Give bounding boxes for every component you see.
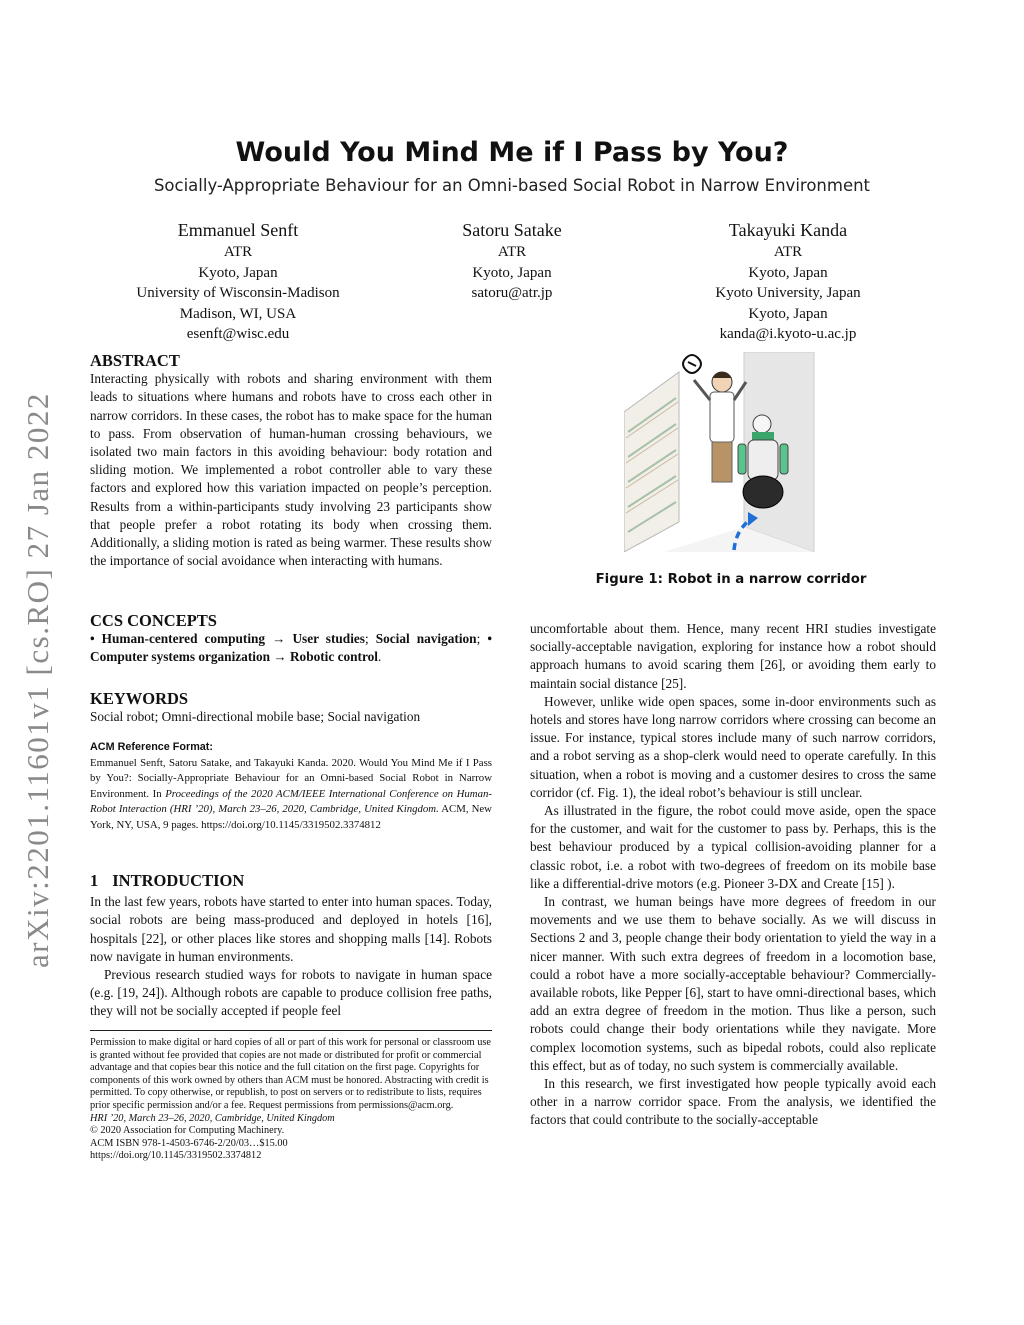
introduction-heading: [90, 872, 492, 890]
ccs-concepts-section: [90, 612, 492, 667]
author-email: esenft@wisc.edu: [186, 326, 290, 342]
author-block: [660, 218, 916, 345]
intro-paragraph: In the last few years, robots have started to enter into human spaces. Today, social robots are being mass-produced and deployed in hotels [16], hospitals [22], or other places like stores and shopping malls [14]. Robots now navigate in human environments.: [90, 894, 492, 964]
confusion-scribble-icon: [683, 355, 701, 373]
ccs-arrow: →: [265, 631, 293, 647]
ccs-separator: ;: [364, 631, 376, 647]
body-paragraph: In this research, we first investigated how people typically avoid each other in a narrow corridor space. From the analysis, we identified the factors that could contribute to the socially-acceptable: [530, 1076, 936, 1128]
author-location: Kyoto, Japan: [748, 305, 828, 322]
arxiv-stamp-text: arXiv:2201.11601v1 [cs.RO] 27 Jan 2022: [20, 392, 55, 968]
body-paragraph: In contrast, we human beings have more degrees of freedom in our movements and we use them to behave socially. As we will discuss in Sections 2 and 3, people change their body orientation to yield the way in a nicer manner. With such extra degrees of freedom in a locomotion base, could a robot have a more socially-acceptable behaviour? Commercially-available robots, like Pepper [6], start to have omni-directional bases, which add an extra degree of freedom in the motion. Thus like a person, such robots could change their body orientations while they navigate. More complex locomotion systems, such as bipedal robots, could also replicate this effect, but as of today, no such system is commercially available.: [530, 894, 936, 1073]
store-shelf: [624, 372, 679, 552]
author-email: satoru@atr.jp: [471, 285, 553, 301]
body-paragraph: uncomfortable about them. Hence, many recent HRI studies investigate socially-acceptable navigation, exploring for instance how a robot should approach humans to avoid scaring them [26], or avoiding them early to maintain social distance [25].: [530, 621, 936, 691]
abstract-text: Interacting physically with robots and sharing environment with them leads to situations where humans and robots have to cross each other in narrow corridors. In these cases, the robot has to make space for the human to pass. From observation of human-human crossing behaviours, we isolated two main factors in this avoiding behaviour: body rotation and sliding motion. We implemented a robot controller able to vary these factors and explored how this variation impacted on people’s perception. Results from a within-participants study involving 23 participants show that people prefer a robot rotating its body when crossing them. Additionally, a sliding motion is rated as being warmer. These results show the importance of social avoidance when interacting with humans.: [90, 371, 492, 569]
doi-line: https://doi.org/10.1145/3319502.3374812: [90, 1150, 262, 1162]
author-affiliation: ATR: [497, 244, 527, 260]
abstract-section: [90, 352, 492, 570]
author-name: Takayuki Kanda: [728, 220, 848, 240]
right-column-text: [530, 620, 936, 1130]
keywords-heading: KEYWORDS: [90, 689, 189, 708]
author-affiliation: Kyoto University, Japan: [715, 285, 861, 301]
footnote-divider: [90, 1030, 492, 1031]
paper-title: Would You Mind Me if I Pass by You?: [235, 137, 789, 168]
author-block: [108, 218, 368, 345]
arxiv-side-stamp: [8, 350, 64, 970]
acm-reference-heading: ACM Reference Format:: [90, 741, 213, 753]
ccs-arrow: →: [270, 649, 290, 665]
body-paragraph: However, unlike wide open spaces, some in-door environments such as hotels and stores have long narrow corridors where crossing can become an issue. For instance, typical stores include many of such narrow corridors, and a robot serving as a shop-clerk would need to operate carefully. In this situation, when a robot is moving and a customer desires to cross the same corridor (cf. Fig. 1), the ideal robot’s behaviour is still unclear.: [530, 693, 936, 800]
ccs-end: .: [377, 649, 382, 665]
author-location: Kyoto, Japan: [198, 264, 278, 281]
intro-paragraph: Previous research studied ways for robots to navigate in human space (e.g. [19, 24]). Although robots are capable to produce collision free paths, they will not be socially accepted if people feel: [90, 967, 492, 1019]
figure-1-illustration: [624, 352, 816, 552]
permission-text: Permission to make digital or hard copies of all or part of this work for personal or classroom use is granted without fee provided that copies are not made or distributed for profit or commercial advantage and that copies bear this notice and the full citation on the first page. Copyrights for components of this work owned by others than ACM must be honored. Abstracting with credit is permitted. To copy otherwise, or republish, to post on servers or to redistribute to lists, requires prior specific permission and/or a fee. Request permissions from permissions@acm.org.: [90, 1037, 491, 1111]
author-affiliation: ATR: [773, 244, 803, 260]
acm-reference-text-b: ACM, New York, NY, USA, 9 pages. https://doi.org/10.1145/3319502.3374812: [90, 803, 492, 831]
acm-reference-text-a: Emmanuel Senft, Satoru Satake, and Takayuki Kanda. 2020. Would You Mind Me if I Pass by You?: Socially-Appropriate Behaviour for an Omni-based Social Robot in Narrow Environment. In: [90, 756, 492, 800]
keywords-text: Social robot; Omni-directional mobile base; Social navigation: [90, 709, 421, 725]
conference-line: HRI ’20, March 23–26, 2020, Cambridge, United Kingdom: [90, 1112, 335, 1124]
copyright-line: © 2020 Association for Computing Machinery.: [90, 1125, 285, 1137]
author-location: Kyoto, Japan: [472, 264, 552, 281]
figure-caption: Figure 1: Robot in a narrow corridor: [595, 572, 867, 587]
author-location: Kyoto, Japan: [748, 264, 828, 281]
section-title: INTRODUCTION: [112, 871, 245, 890]
ccs-text: [90, 630, 492, 666]
ccs-term: • Human-centered computing: [90, 631, 266, 647]
keywords-section: [90, 690, 492, 726]
ccs-term: Robotic control: [289, 649, 378, 665]
abstract-heading: ABSTRACT: [90, 351, 180, 370]
introduction-section: [90, 872, 492, 1021]
author-name: Satoru Satake: [462, 220, 562, 240]
permission-footnote: [90, 1037, 492, 1163]
ccs-term: Social navigation: [375, 631, 477, 647]
author-email: kanda@i.kyoto-u.ac.jp: [719, 326, 857, 342]
acm-reference-text: [90, 756, 492, 834]
author-name: Emmanuel Senft: [177, 220, 299, 240]
acm-reference-section: [90, 740, 492, 834]
acm-reference-proceedings: Proceedings of the 2020 ACM/IEEE International Conference on Human-Robot Interaction (HRI ’20), March 23–26, 2020, Cambridge, United Kingdom.: [90, 787, 492, 816]
ccs-separator: ;: [476, 631, 488, 647]
ccs-term: User studies: [292, 631, 365, 647]
isbn-line: ACM ISBN 978-1-4503-6746-2/20/03…$15.00: [90, 1137, 288, 1149]
ccs-term: • Computer systems organization: [90, 631, 492, 665]
author-location: Madison, WI, USA: [179, 305, 297, 322]
body-paragraph: As illustrated in the figure, the robot could move aside, open the space for the customer, and wait for the customer to pass by. Perhaps, this is the best behaviour produced by a typical collision-avoiding planner for a classic robot, i.e. a robot with two-degrees of freedom on its mobile base like a differential-drive motors (e.g. Pioneer 3-DX and Create [15] ).: [530, 803, 936, 891]
author-block: [412, 218, 612, 304]
section-number: 1: [90, 871, 99, 890]
paper-subtitle: Socially-Appropriate Behaviour for an Omni-based Social Robot in Narrow Environment: [153, 176, 871, 195]
author-affiliation: ATR: [223, 244, 253, 260]
ccs-heading: CCS CONCEPTS: [90, 611, 217, 630]
author-affiliation: University of Wisconsin-Madison: [136, 285, 340, 301]
